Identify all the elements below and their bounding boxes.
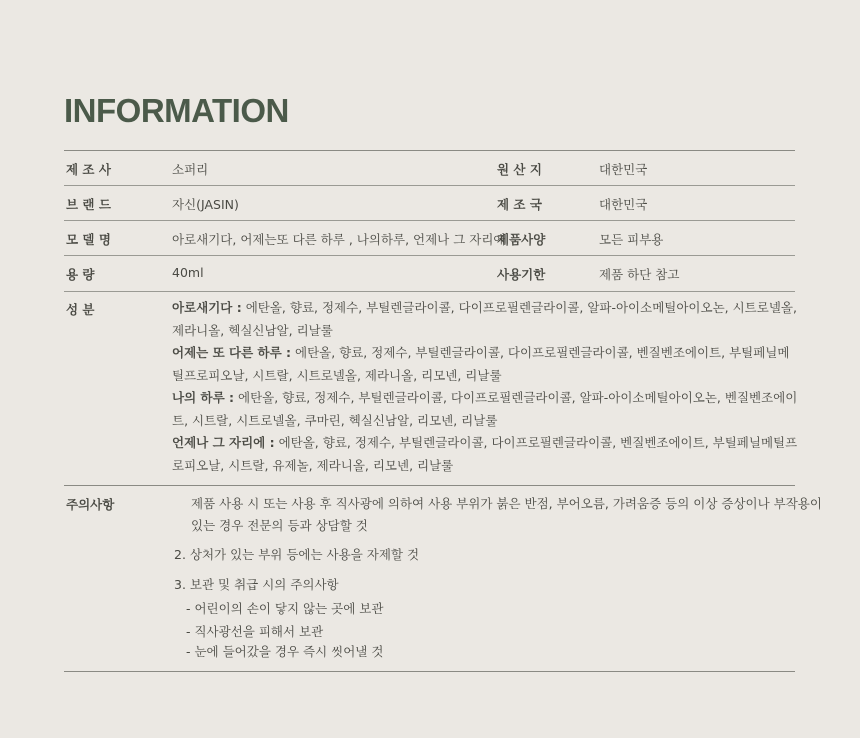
row-divider — [64, 185, 795, 186]
ingredient-entry — [172, 297, 798, 342]
spec-label: 제품사양 — [497, 232, 546, 247]
caution-line-1b: 있는 경우 전문의 등과 상담할 것 — [191, 518, 368, 533]
ingredient-text: 에탄올, 향료, 정제수, 부틸렌글라이콜, 다이프로필렌글라이콜, 알파-아이소메틸아이오논, 벤질벤조에이트, 시트랄, 시트로넬올, 쿠마린, 헥실신남알, 리모넨, 리날룰 — [172, 390, 798, 428]
brand-label: 브 랜 드 — [66, 197, 111, 212]
ingredient-product-name: 언제나 그 자리에 : — [172, 435, 275, 450]
ingredient-text: 에탄올, 향료, 정제수, 부틸렌글라이콜, 다이프로필렌글라이콜, 벤질벤조에이트, 부틸페닐메틸프로피오날, 시트랄, 시트로넬올, 제라니올, 리모넨, 리날룰 — [172, 345, 790, 383]
page-title: INFORMATION — [64, 92, 289, 129]
volume-label: 용 량 — [66, 267, 95, 282]
caution-sub-1: - 어린이의 손이 닿지 않는 곳에 보관 — [186, 601, 384, 616]
model-label: 모 델 명 — [66, 232, 111, 247]
ingredients-label: 성 분 — [66, 302, 95, 317]
manufacturer-label: 제 조 사 — [66, 162, 111, 177]
ingredient-product-name: 아로새기다 : — [172, 300, 242, 315]
expiry-label: 사용기한 — [497, 267, 546, 282]
ingredient-entry — [172, 342, 798, 387]
expiry-value: 제품 하단 참고 — [599, 267, 680, 282]
caution-line-2: 2. 상처가 있는 부위 등에는 사용을 자제할 것 — [174, 547, 420, 562]
country-label: 제 조 국 — [497, 197, 542, 212]
origin-label: 원 산 지 — [497, 162, 542, 177]
ingredient-product-name: 어제는 또 다른 하루 : — [172, 345, 292, 360]
caution-line-1a: 제품 사용 시 또는 사용 후 직사광에 의하여 사용 부위가 붉은 반점, 부어오름, 가려움증 등의 이상 증상이나 부작용이 — [191, 496, 822, 511]
origin-value: 대한민국 — [599, 162, 648, 177]
country-value: 대한민국 — [599, 197, 648, 212]
row-divider — [64, 485, 795, 486]
caution-line-3: 3. 보관 및 취급 시의 주의사항 — [174, 577, 339, 592]
ingredients-list — [172, 297, 798, 477]
row-divider — [64, 220, 795, 221]
ingredient-text: 에탄올, 향료, 정제수, 부틸렌글라이콜, 다이프로필렌글라이콜, 알파-아이소메틸아이오논, 시트로넬올, 제라니올, 헥실신남알, 리날룰 — [172, 300, 797, 338]
ingredient-text: 에탄올, 향료, 정제수, 부틸렌글라이콜, 다이프로필렌글라이콜, 벤질벤조에이트, 부틸페닐메틸프로피오날, 시트랄, 유제놀, 제라니올, 리모넨, 리날룰 — [172, 435, 798, 473]
manufacturer-value: 소퍼리 — [172, 162, 209, 177]
model-value: 아로새기다, 어제는또 다른 하루 , 나의하루, 언제나 그 자리에 — [172, 232, 506, 247]
volume-value: 40ml — [172, 265, 204, 280]
row-divider — [64, 291, 795, 292]
table-bottom-rule — [64, 671, 795, 672]
brand-value: 자신(JASIN) — [172, 197, 239, 212]
row-divider — [64, 255, 795, 256]
ingredient-product-name: 나의 하루 : — [172, 390, 235, 405]
table-top-rule — [64, 150, 795, 151]
caution-sub-3: - 눈에 들어갔을 경우 즉시 씻어낼 것 — [186, 644, 384, 659]
spec-value: 모든 피부용 — [599, 232, 664, 247]
ingredient-entry — [172, 387, 798, 432]
ingredient-entry — [172, 432, 798, 477]
caution-label: 주의사항 — [66, 497, 115, 512]
caution-sub-2: - 직사광선을 피해서 보관 — [186, 624, 324, 639]
